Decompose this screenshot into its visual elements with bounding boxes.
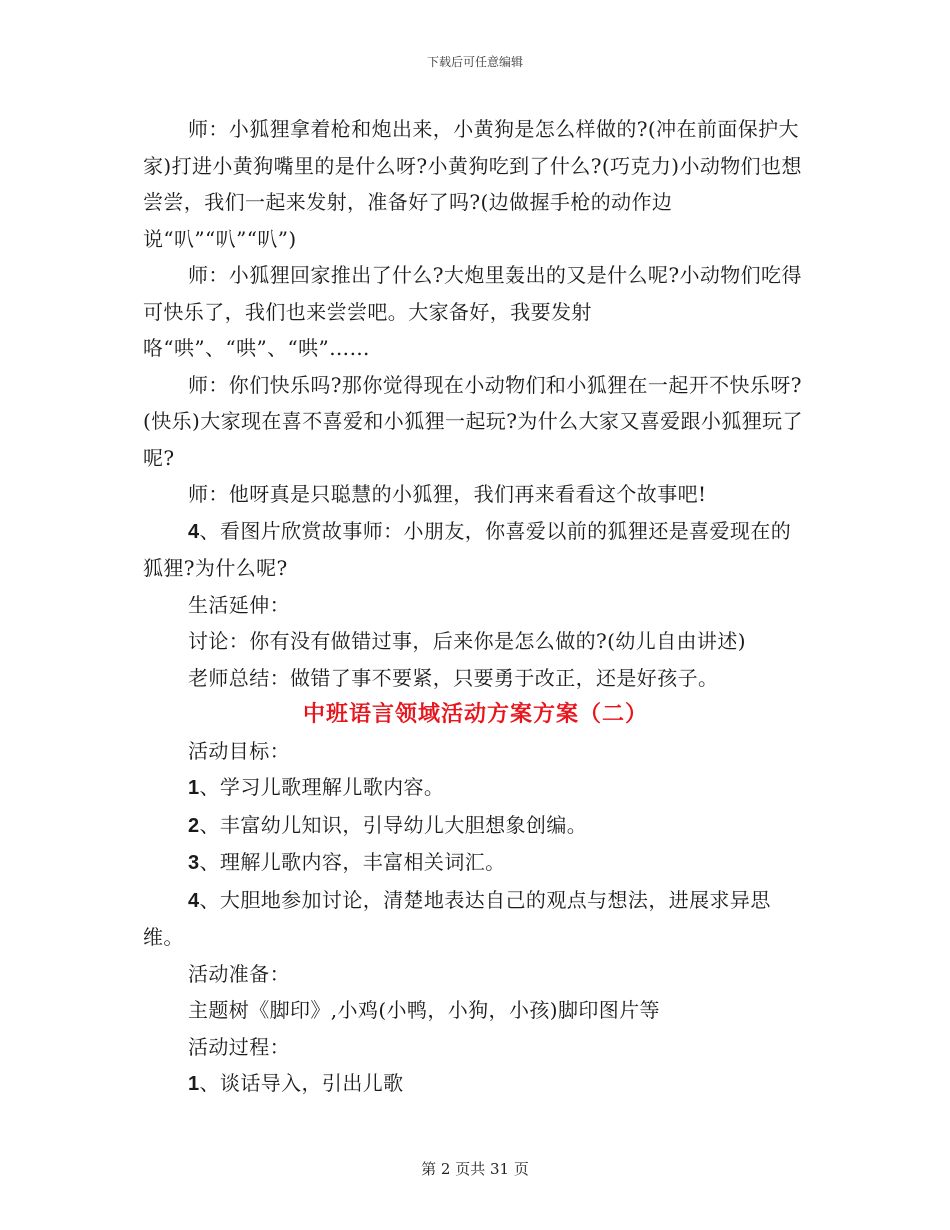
goal-number: 1 [188,777,200,799]
goal-text: 、丰富幼儿知识，引导幼儿大胆想象创编。 [199,812,588,837]
paragraph-step-4 [143,513,808,587]
document-body [143,111,808,1103]
goal-text: 、理解儿歌内容，丰富相关词汇。 [199,850,506,874]
paragraph-teacher-4: 师：他呀真是只聪慧的小狐狸，我们再来看看这个故事吧! [188,482,707,506]
goal-item [143,769,808,807]
process-number: 1 [188,1073,200,1095]
goal-number: 4 [188,889,200,912]
step-text: 、看图片欣赏故事师：小朋友，你喜爱以前的狐狸还是喜爱现在的狐狸?为什么呢? [143,518,792,580]
prep-text: 主题树《脚印》,小鸡(小鸭，小狗，小孩)脚印图片等 [188,998,660,1022]
goal-number: 2 [188,814,200,837]
life-extension-label: 生活延伸： [188,592,290,617]
goal-item [143,807,808,845]
page-footer: 第 2 页共 31 页 [421,1160,529,1178]
goal-item [143,882,808,956]
section-title: 中班语言领域活动方案方案（二） [302,701,648,727]
step-number: 4 [188,520,200,543]
process-item [143,1065,808,1103]
prep-label: 活动准备： [188,961,290,986]
process-label: 活动过程： [188,1034,290,1059]
goal-text: 、大胆地参加讨论，清楚地表达自己的观点与想法，进展求异思维。 [143,887,771,949]
goal-number: 3 [188,852,200,874]
paragraph-teacher-1: 师：小狐狸拿着枪和炮出来，小黄狗是怎么样做的?(冲在前面保护大家)打进小黄狗嘴里的是什么呀?小黄狗吃到了什么?(巧克力)小动物们也想尝尝，我们一起来发射，准备好了吗?(边做握手枪的动作边说“叭”“叭”“叭”) [143,117,802,251]
summary-line: 老师总结：做错了事不要紧，只要勇于改正，还是好孩子。 [188,665,719,690]
process-text: 、谈话导入，引出儿歌 [199,1071,404,1095]
goals-label: 活动目标： [188,738,290,763]
page-header: 下载后可任意编辑 [426,55,523,69]
goal-item [143,844,808,882]
goal-text: 、学习儿歌理解儿歌内容。 [199,775,445,799]
discussion-line: 讨论：你有没有做错过事，后来你是怎么做的?(幼儿自由讲述) [188,629,746,653]
paragraph-teacher-3: 师：你们快乐吗?那你觉得现在小动物们和小狐狸在一起开不快乐呀?(快乐)大家现在喜不喜爱和小狐狸一起玩?为什么大家又喜爱跟小狐狸玩了呢? [143,372,803,470]
paragraph-teacher-2: 师：小狐狸回家推出了什么?大炮里轰出的又是什么呢?小动物们吃得可快乐了，我们也来尝尝吧。大家备好，我要发射咯“哄”、“哄”、“哄”…… [143,263,802,360]
